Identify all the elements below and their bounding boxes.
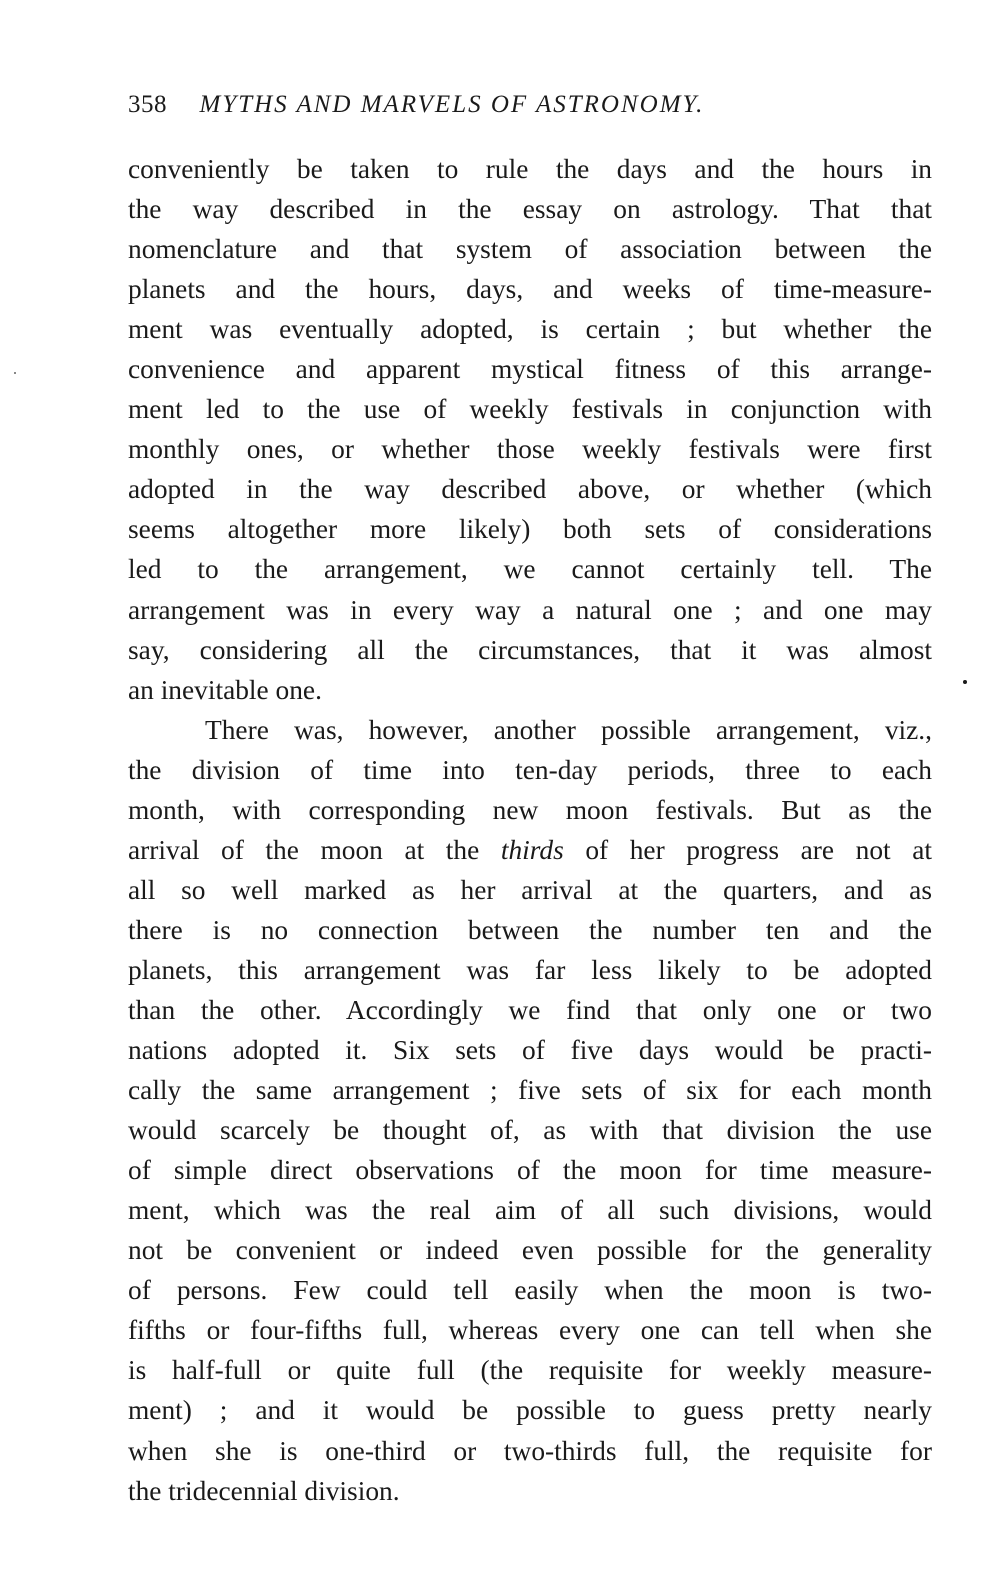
text-line: seems altogether more likely) both sets of considerations <box>128 514 932 545</box>
text-line: ment) ; and it would be possible to guess pretty nearly <box>128 1395 932 1426</box>
text-line: say, considering all the circumstances, that it was almost <box>128 634 932 665</box>
text-line: of persons. Few could tell easily when the moon is two- <box>128 1275 932 1306</box>
text-line: not be convenient or indeed even possible for the generality <box>128 1235 932 1266</box>
paragraph-2 <box>128 710 932 1511</box>
text-line <box>128 830 932 870</box>
running-title: MYTHS AND MARVELS OF ASTRONOMY. <box>199 91 705 118</box>
text-line: the tridecennial division. <box>128 1475 400 1506</box>
text-line: the way described in the essay on astrology. That that <box>128 194 932 225</box>
text-line: nomenclature and that system of association between the <box>128 234 932 265</box>
ink-speck <box>963 680 967 684</box>
text-fragment: arrival of the moon at the <box>128 834 501 865</box>
text-line: ment, which was the real aim of all such divisions, would <box>128 1195 932 1226</box>
text-line: all so well marked as her arrival at the quarters, and as <box>128 874 932 905</box>
page-number: 358 <box>128 91 167 118</box>
text-fragment: of her progress are not at <box>563 834 932 865</box>
text-line: There was, however, another possible arrangement, viz., <box>205 714 932 745</box>
running-head <box>128 86 938 122</box>
text-line: there is no connection between the number ten and the <box>128 914 932 945</box>
text-line: of simple direct observations of the moon for time measure- <box>128 1155 932 1186</box>
text-line: than the other. Accordingly we find that only one or two <box>128 994 932 1025</box>
text-line: fifths or four-fifths full, whereas every one can tell when she <box>128 1315 932 1346</box>
text-line: conveniently be taken to rule the days and the hours in <box>128 154 932 184</box>
text-line: led to the arrangement, we cannot certainly tell. The <box>128 554 932 585</box>
text-line: ment was eventually adopted, is certain ; but whether the <box>128 314 932 345</box>
italic-word: thirds <box>500 834 564 865</box>
text-line: monthly ones, or whether those weekly festivals were first <box>128 434 932 465</box>
text-line: an inevitable one. <box>128 674 322 705</box>
margin-speck <box>14 372 16 374</box>
body-text <box>128 149 932 1511</box>
text-line: would scarcely be thought of, as with that division the use <box>128 1115 932 1146</box>
text-line: cally the same arrangement ; five sets of six for each month <box>128 1075 932 1106</box>
text-line: ment led to the use of weekly festivals in conjunction with <box>128 394 932 425</box>
text-line: nations adopted it. Six sets of five days would be practi- <box>128 1035 932 1066</box>
text-line: arrangement was in every way a natural one ; and one may <box>128 594 932 625</box>
text-line: planets and the hours, days, and weeks of time-measure- <box>128 274 932 305</box>
text-line: when she is one-third or two-thirds full, the requisite for <box>128 1435 932 1466</box>
text-line: planets, this arrangement was far less likely to be adopted <box>128 954 932 985</box>
text-line: month, with corresponding new moon festivals. But as the <box>128 794 932 825</box>
text-line: is half-full or quite full (the requisite for weekly measure- <box>128 1355 932 1386</box>
text-line: adopted in the way described above, or whether (which <box>128 474 932 505</box>
text-line: convenience and apparent mystical fitness of this arrange- <box>128 354 932 385</box>
paragraph-1 <box>128 149 932 710</box>
text-line: the division of time into ten-day periods, three to each <box>128 754 932 785</box>
